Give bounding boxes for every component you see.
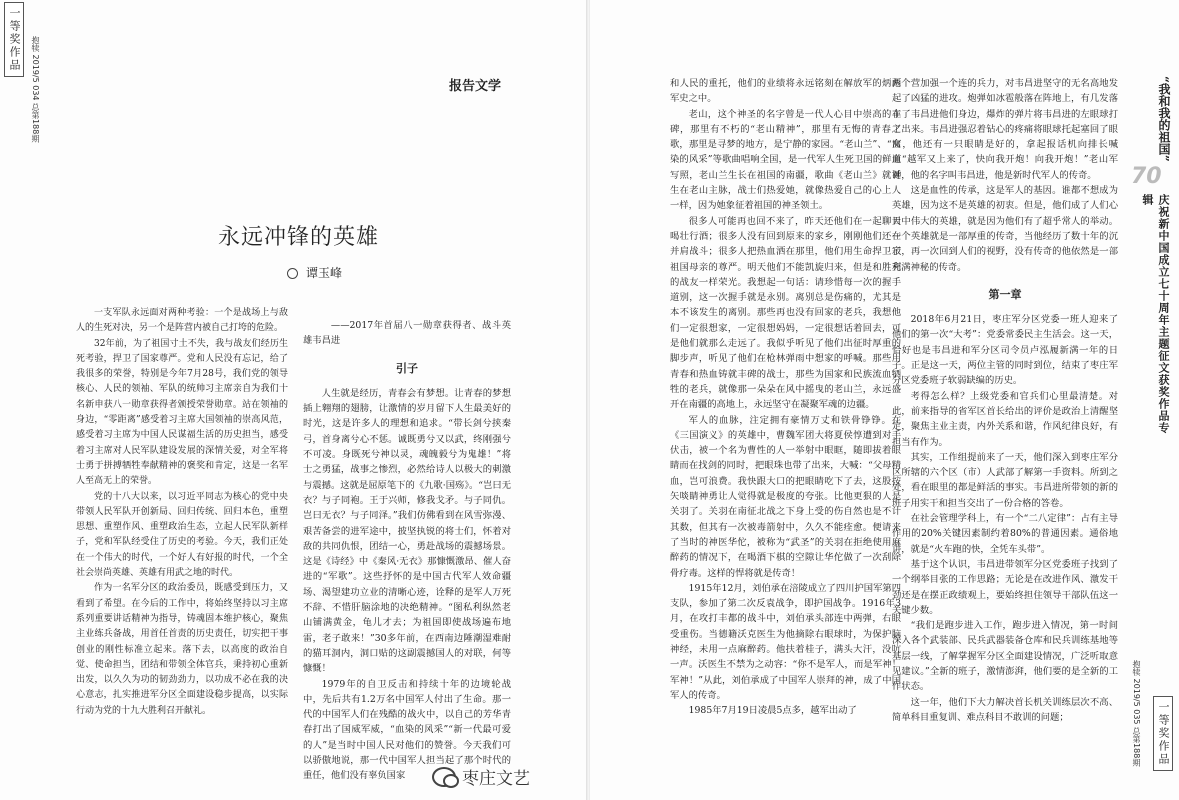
article-title: 永远冲锋的英雄 [218,225,380,250]
award-tab-label-right: 一等奖作品 [1153,696,1173,771]
anniversary-70-logo: 70 [1131,164,1162,189]
left-page [0,0,588,800]
right-page [590,0,1179,800]
paragraph: 这一年，他们下大力解决首长机关训练层次不高、简单科目重复训、难点科目不敢训的问题； [892,696,1118,723]
column-2 [303,318,511,784]
paragraph: 1985年7月19日凌晨5点多，越军出动了 [688,705,857,717]
paragraph: 作为一名军分区的政治委员，既感受到压力，又看到了希望。在今后的工作中，将始终坚持以习主席系列重要讲话精神为指导，铸魂固本维护核心，聚焦主业练兵备战，用首任首责的历史责任，切实把干事创业的刚性标准立起来。落下去，以高度的政治自觉、使命担当，团结和带领全体官兵，秉持初心重新出发，以久久为功的韧劲劲力，以功成不必在我的决心意志，扎实推进军分区全面建设稳步提高，以实际行动为党的十九大胜利召开献礼。 [76,583,288,716]
column-4 [892,76,1118,725]
paragraph: 人生就是经历，青春会有梦想。让青春的梦想插上翱翔的翅膀，让激情的岁月留下人生最美好的时光，这是许多人的理想和追求。“带长剑兮挟秦弓，首身离兮心不惩。诚既勇兮又以武，终刚强兮不可凌。身既死兮神以灵，魂魄毅兮为鬼雄！”将士之勇猛，战事之惨烈，必然给诗人以极大的刺激与震撼。这就是屈原笔下的《九歌·国殇》。“岂曰无衣？与子同袍。王于兴师，修我戈矛。与子同仇。岂曰无衣？与子同泽。”我们仿佛看到在风雪弥漫、艰苦备尝的进军途中，披坚执锐的将士们，怀着对敌的共同仇恨，团结一心，勇赴战场的震撼场景。这是《诗经》中《秦风·无衣》那慷慨激昂、催人奋进的“军歌”。这些抒怀的是中国古代军人效命疆场、渴望建功立业的清晰心迹，诠释的是军人万死不辞、不惜肝脑涂地的决绝精神。“图私利纵然老山铺满黄金，龟儿才去；为祖国即使战场遍布地雷，老子敢来！”30多年前，在西南边陲潮湿难耐的猫耳洞内，洞口贴的这副震撼国人的对联，何等慷慨！ [303,387,511,675]
award-tab-label: 一等奖作品 [4,2,24,77]
paragraph: 这是血性的传承，这是军人的基因。谁都不想成为英雄，因为这不是英雄的初衷。但是，他们成了人们心目中伟大的英雄，就是因为他们有了超乎常人的举动。一个英雄就是一部厚重的传奇，当他经历了数十年的沉寂，再一次回到人们的视野，没有传奇的他依然是一部充满神秘的传奇。 [892,185,1118,273]
paragraph: 在社会管理学科上，有一个“二八定律”：占有主导作用的20%关键因素制约着80%的普通因素。通俗地讲，就是“火车跑的快，全凭车头带”。 [892,513,1118,555]
issue-meta: 抱犊 2019/5 034 总第188期 [31,36,40,143]
column-3 [670,76,901,718]
epigraph: ——2017年首届八一勋章获得者、战斗英雄韦昌进 [303,320,511,347]
intro-heading: 引子 [396,361,418,375]
section-label: 报告文学 [449,79,502,94]
left-side-tab [4,2,24,77]
author-line [287,264,342,281]
paragraph: 基于这个认识，韦昌进带领军分区党委班子找到了一个纲举目张的工作思路；无论是在改进作风、激发干劲还是在摆正政绩观上，要始终担住领导干部队伍这一关键少数。 [892,558,1118,616]
author-bullet-icon [287,268,298,279]
chapter-heading: 第一章 [988,287,1022,301]
paragraph: 党的十八大以来，以习近平同志为核心的党中央带领人民军队开创新局、回归传统、回归本色，重塑思想、重塑作风、重塑政治生态，立起人民军队新样子，党和军队经受住了历史的考验。今天，我们正处在一个伟大的时代，一个好人有好报的时代，一个全社会崇尚英雄、英雄有用武之地的时代。 [76,491,288,579]
paragraph: 老山，这个神圣的名字曾是一代人心目中崇高的丰碑，那里有不朽的“老山精神”，那里有无悔的青春之歌，那里是寻梦的地方，是宁静的家园。“老山兰”、“血染的风采”等歌曲唱响全国，是一代军人生死卫国的鲜血写照，老山兰生长在祖国的南疆，歌曲《老山兰》就诞生在老山主脉，战士们热爱她，就像热爱自己的心上人一样，因为她象征着祖国的神圣领土。 [670,108,901,212]
watermark-text: 枣庄文艺 [462,769,530,789]
paragraph: “我们是跑步进入工作，跑步进入情况，第一时间深入各个武装部、民兵武器装备仓库和民兵训练基地等基层一线，了解掌握军分区全面建设情况，广泛听取意见建议。”全新的班子，激情澎湃，他们要的是全新的工作状态。 [892,620,1118,693]
paragraph: 1979年的自卫反击和持续十年的边境轮战中，先后共有1.2万名中国军人付出了生命。那一代的中国军人们在残酷的战火中，以自己的芳华青春打出了国威军威，“血染的风采”“新一代最可爱的人”是当时中国人民对他们的赞誉。今天我们可以骄傲地说，那一代中国军人担当起了那个时代的重任，他们没有辜负国家 [303,678,511,782]
paragraph: 很多人可能再也回不来了，昨天还他们在一起聊天喝壮行酒；很多人没有回到原来的家乡，刚刚他们还在并肩战斗；很多人把热血洒在那里，他们用生命捍卫了祖国母亲的尊严。明天他们不能凯旋归来，但是和胜利的战友一样荣光。我想起一句话：请珍惜每一次的握手道别，这一次握手就是永别。离别总是伤痛的，尤其是本不该发生的离别。那些再也没有回家的老兵，我想他们一定很想家，一定很想妈妈，一定很想话着回去，可是他们就那么走远了。我似乎听见了他们出征时厚重的脚步声，听见了他们在枪林弹雨中想家的呼喊。那些用青春和热血铸就丰碑的战士，那些为国家和民族流血牺牲的老兵，就像那一朵朵在风中摇曳的老山兰，永远盛开在南疆的高地上，永远坚守在凝聚军魂的边疆。 [670,215,901,411]
paragraph: 32年前，为了祖国寸土不失，我与战友们经历生死考验，捍卫了国家尊严。党和人民没有忘记，给了我很多的荣誉，特别是今年7月28号，我们党的领导核心、人民的领袖、军队的统帅习主席亲自为我们十名新申获八一勋章获得者颁授荣誉勋章。站在领袖的身边，“零距离”感受着习主席大国领袖的崇高风范，感受着习主席为中国人民谋福生活的历史担当，感受着习主席对人民军队建设发展的深情关爱，对全军将士勇于拼搏牺牲奉献精神的褒奖和肯定，这是一名军人至高无上的荣誉。 [76,338,288,487]
banner-quote: “我和我的祖国” [1157,76,1171,162]
paragraph: 和人民的重托，他们的业绩将永远铭刻在解放军的炳彪军史之中。 [670,78,901,105]
wechat-icon [432,767,456,787]
paragraph: 2018年6月21日，枣庄军分区党委一班人迎来了他们的第一次“大考”：党委常委民主生活会。这一天，恰好也是韦昌进和军分区司令员卢泓履新满一年的日子。正是这一天，两位主管的同时到位，结束了枣庄军分区党委班子软弱缺编的历史。 [892,314,1118,387]
author-name: 谭玉峰 [306,266,343,280]
right-side-tab [1153,696,1173,771]
paragraph: 一支军队永远面对两种考验：一个是战场上与敌人的生死对决，另一个是阵营内被自己打垮的危险。 [76,308,288,334]
issue-meta-right: 抱犊 2019/5 035 总第188期 [1132,660,1141,767]
paragraph: 军人的血脉，注定拥有豪情万丈和铁骨铮铮。在《三国演义》的英雄中，曹魏军团大将夏侯惇遭到对手伏击，被一个名为曹性的人一举射中眼眶，随即拔着眼睛而在找剑的同时，把眼珠也带了出来，大喊：“父母精血，岂可浪费。我快跟大口的把眼睛吃下了去，这股按矢啖睛神勇让人觉得就是极度的夸张。比他更狠的人是关羽了。关羽在南征北战之下身上受的伤自然也是不计其数，但其有一次被毒箭射中，久久不能痊愈。便请来了当时的神医华佗，被称为“武圣”的关羽在拒绝使用麻醉药的情况下，在喝酒下棋的空隙让华佗做了一次刮除骨疗毒。这样的悍将就是传奇！ [670,414,901,579]
paragraph: 1915年12月，刘伯承在涪陵成立了四川护国军第四支队，参加了第二次反袁战争，即护国战争。1916年3月，在攻打丰都的战斗中，刘伯承头部连中两弹，右眼受重伤。当德籍沃克医生为他摘除右眼球时，为保护脑神经，未用一点麻醉药。他扶着桂子，满头大汗，没吭一声。沃医生不禁为之动容：“你不是军人，而是军神！军神！”从此，刘伯承成了中国军人崇拜的神，成了中国军人的传奇。 [670,582,901,701]
wechat-watermark [432,764,530,789]
banner-title: 庆祝新中国成立七十周年主题征文获奖作品专辑 [1141,194,1170,434]
paragraph: 其实，工作组提前来了一天，他们深入到枣庄军分区所辖的六个区（市）人武部了解第一手资料。所到之处，看在眼里的都是鲜活的事实。韦昌进所带领的新的班子用实干和担当交出了一份合格的答卷。 [892,451,1118,509]
paragraph: 考得怎么样？上级党委和官兵们心里最清楚。对此，前来指导的省军区首长给出的评价是政治上清醒坚定，聚焦主业主责，内外关系和谐，作风纪律良好，有担当有作为。 [892,390,1118,448]
theme-banner [1129,76,1173,436]
column-1 [76,306,288,719]
paragraph: 两个营加强一个连的兵力，对韦昌进坚守的无名高地发起了凶猛的进攻。炮弹如冰雹般落在阵地上，有几发落在了韦昌进他们身边，爆炸的弹片将韦昌进的左眼球打了出来。韦昌进强忍着钻心的疼痛将眼球托起塞回了眼窝，他还有一只眼睛是好的，拿起报话机向排长喊道“越军又上来了，快向我开炮！向我开炮！”老山军神，他的名字叫韦昌进，他是新时代军人的传奇。 [892,78,1118,181]
